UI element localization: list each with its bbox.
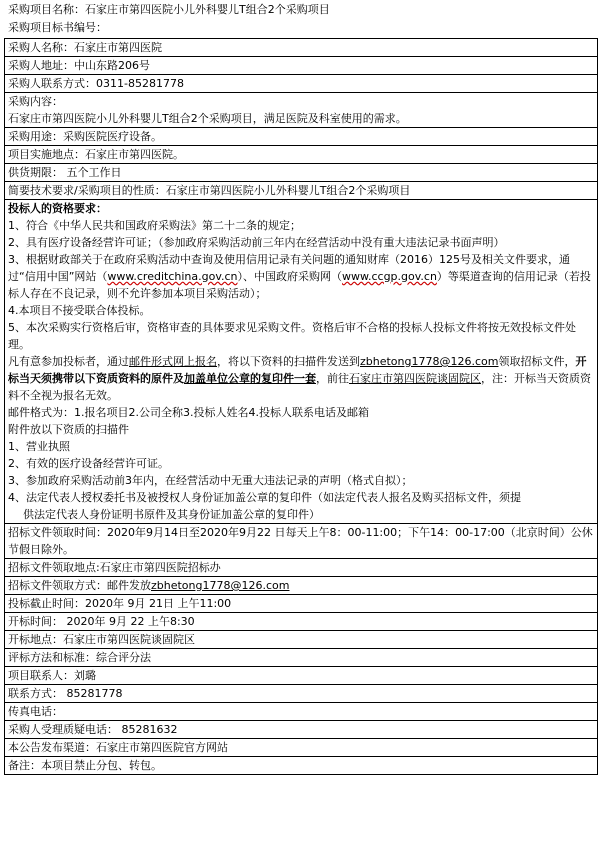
document-item-2: 2、有效的医疗设备经营许可证。 xyxy=(8,457,169,470)
item3-text-a: 3、根据财政部关于在政府采购活动中查询及使用信用记录有关问题的通知财库（2016）125号及相关文件要求，通过“信用中国”网站（ xyxy=(8,253,570,283)
reg-place: 石家庄市第四医院谈固院区 xyxy=(349,372,481,385)
bid-open-time-row: 开标时间： 2020年 9月 22 上午8:30 xyxy=(5,613,598,631)
purchase-content-text: 石家庄市第四医院小儿外科婴儿T组合2个采购项目，满足医院及科室使用的需求。 xyxy=(8,112,407,125)
project-location-row: 项目实施地点：石家庄市第四医院。 xyxy=(5,146,598,164)
project-nature-row: 简要技术要求/采购项目的性质：石家庄市第四医院小儿外科婴儿T组合2个采购项目 xyxy=(5,182,598,200)
purchaser-name-row: 采购人名称：石家庄市第四医院 xyxy=(5,39,598,57)
item3-text-c: ）等渠道查询的信用记录（若投标人存在不良记录，则不允许参加本项目采购活动）； xyxy=(8,270,591,300)
get-method-email-link[interactable]: zbhetong1778@126.com xyxy=(151,579,290,592)
item3-text-b: ）、中国政府采购网（ xyxy=(237,270,342,283)
document-item-4-cont: 供法定代表人身份证明书原件及其身份证加盖公章的复印件） xyxy=(23,508,320,521)
qualification-item-5: 5、本次采购实行资格后审，资格审查的具体要求见采购文件。资格后审不合格的投标人投标文件将按无效投标文件处理。 xyxy=(8,321,576,351)
qualification-item-1: 1、符合《中华人民共和国政府采购法》第二十二条的规定； xyxy=(8,219,301,232)
reg-email-mode: 邮件形式网上报名 xyxy=(129,355,217,368)
document-get-place-row: 招标文件领取地点:石家庄市第四医院招标办 xyxy=(5,559,598,577)
reg-text-c: 领取招标文件， xyxy=(498,355,576,368)
document-get-method-row xyxy=(5,577,598,595)
document-item-3: 3、参加政府采购活动前3年内，在经营活动中无重大违法记录的声明（格式自拟）； xyxy=(8,474,413,487)
bid-deadline-row: 投标截止时间：2020年 9月 21日 上午11:00 xyxy=(5,595,598,613)
reg-text-b: ，将以下资料的扫描件发送到 xyxy=(217,355,360,368)
reg-text-e: ，注：开标当天资质资料不全视为报名无效。 xyxy=(8,372,591,402)
phone-row: 联系方式： 85281778 xyxy=(5,685,598,703)
qualification-item-2: 2、具有医疗设备经营许可证；（参加政府采购活动前三年内在经营活动中没有重大违法记录书面声明） xyxy=(8,236,505,249)
purchase-content-row xyxy=(5,93,598,128)
qualification-title: 投标人的资格要求： xyxy=(8,202,107,215)
qualification-section xyxy=(5,200,598,524)
publish-channel-row: 本公告发布渠道：石家庄市第四医院官方网站 xyxy=(5,739,598,757)
fax-row: 传真电话： xyxy=(5,703,598,721)
reg-bold-2: 加盖单位公章的复印件一套 xyxy=(184,372,316,385)
mail-format-line: 邮件格式为：1.报名项目2.公司全称3.投标人姓名4.投标人联系电话及邮箱 xyxy=(8,406,369,419)
creditchina-url: www.creditchina.gov.cn xyxy=(107,270,238,283)
purchase-usage-row: 采购用途：采购医院医疗设备。 xyxy=(5,128,598,146)
qualification-item-3 xyxy=(8,251,594,302)
document-item-1: 1、营业执照 xyxy=(8,440,70,453)
reg-bold-1: 开标当天须携带以下资质资料的原件及 xyxy=(8,355,587,385)
ccgp-url: www.ccgp.gov.cn xyxy=(342,270,437,283)
document-get-time-row: 招标文件领取时间：2020年9月14日至2020年9月22 日每天上午8：00-11:00；下午14：00-17:00（北京时间）公休节假日除外。 xyxy=(5,524,598,559)
purchaser-address-row: 采购人地址：中山东路206号 xyxy=(5,57,598,75)
tender-number-line: 采购项目标书编号： xyxy=(8,21,107,34)
contact-person-row: 项目联系人：刘璐 xyxy=(5,667,598,685)
remark-row: 备注：本项目禁止分包、转包。 xyxy=(5,757,598,775)
purchaser-contact-row: 采购人联系方式：0311-85281778 xyxy=(5,75,598,93)
registration-email-link[interactable]: zbhetong1778@126.com xyxy=(360,355,499,368)
project-name-line: 采购项目名称：石家庄市第四医院小儿外科婴儿T组合2个采购项目 xyxy=(8,3,330,16)
get-method-label: 招标文件领取方式：邮件发放 xyxy=(8,579,151,592)
document-item-4: 4、法定代表人授权委托书及被授权人身份证加盖公章的复印件（如法定代表人报名及购买招标文件，须提 xyxy=(8,491,521,504)
bid-open-place-row: 开标地点：石家庄市第四医院谈固院区 xyxy=(5,631,598,649)
registration-paragraph xyxy=(8,353,594,404)
qualification-item-4: 4.本项目不接受联合体投标。 xyxy=(8,304,151,317)
attachment-line: 附件放以下资质的扫描件 xyxy=(8,423,129,436)
complaint-phone-row: 采购人受理质疑电话： 85281632 xyxy=(5,721,598,739)
announcement-table xyxy=(4,38,598,775)
reg-text-a: 凡有意参加投标者，通过 xyxy=(8,355,129,368)
evaluation-method-row: 评标方法和标准：综合评分法 xyxy=(5,649,598,667)
delivery-period-row: 供货期限： 五个工作日 xyxy=(5,164,598,182)
reg-text-d: ，前往 xyxy=(316,372,349,385)
purchase-content-label: 采购内容： xyxy=(8,95,63,108)
